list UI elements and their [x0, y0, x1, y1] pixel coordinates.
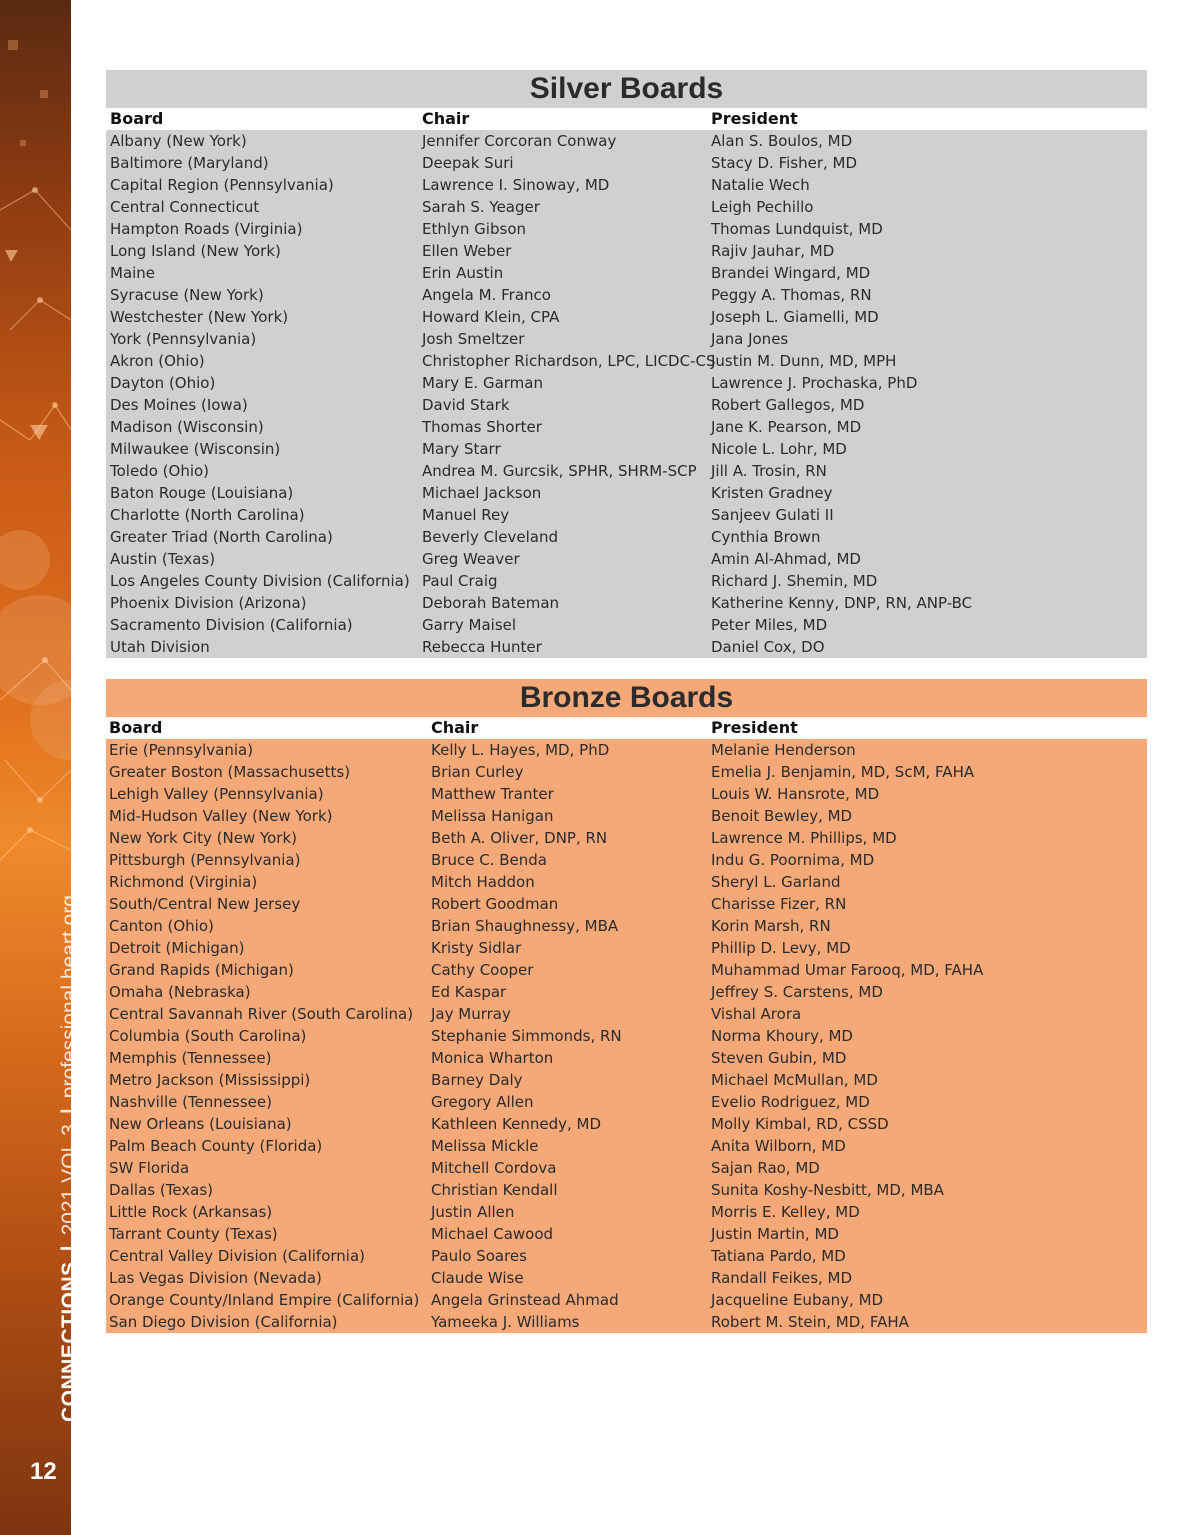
table-row [106, 915, 1147, 937]
header-chair: Chair [431, 718, 479, 737]
president-name: Vishal Arora [711, 1005, 802, 1023]
table-row [106, 438, 1147, 460]
board-name: Long Island (New York) [110, 242, 281, 260]
table-row [106, 893, 1147, 915]
chair-name: Ellen Weber [422, 242, 512, 260]
president-name: Robert M. Stein, MD, FAHA [711, 1313, 909, 1331]
president-name: Jill A. Trosin, RN [711, 462, 827, 480]
chair-name: Melissa Mickle [431, 1137, 539, 1155]
chair-name: Kristy Sidlar [431, 939, 522, 957]
president-name: Peter Miles, MD [711, 616, 828, 634]
chair-name: Deborah Bateman [422, 594, 560, 612]
chair-name: Angela Grinstead Ahmad [431, 1291, 619, 1309]
president-name: Jeffrey S. Carstens, MD [711, 983, 883, 1001]
table-row [106, 1135, 1147, 1157]
table-row [106, 262, 1147, 284]
table-row [106, 174, 1147, 196]
sidebar-vertical-text [58, 895, 82, 1422]
board-name: Capital Region (Pennsylvania) [110, 176, 334, 194]
president-name: Melanie Henderson [711, 741, 856, 759]
chair-name: Mitchell Cordova [431, 1159, 557, 1177]
chair-name: Mary E. Garman [422, 374, 543, 392]
table-row [106, 1003, 1147, 1025]
president-name: Joseph L. Giamelli, MD [711, 308, 879, 326]
publication-name: CONNECTIONS [58, 1261, 81, 1422]
president-name: Lawrence J. Prochaska, PhD [711, 374, 918, 392]
president-name: Louis W. Hansrote, MD [711, 785, 880, 803]
president-name: Steven Gubin, MD [711, 1049, 847, 1067]
table-row [106, 1047, 1147, 1069]
page-number: 12 [30, 1458, 57, 1485]
board-name: Utah Division [110, 638, 210, 656]
chair-name: Mary Starr [422, 440, 501, 458]
president-name: Cynthia Brown [711, 528, 821, 546]
president-name: Evelio Rodriguez, MD [711, 1093, 870, 1111]
president-name: Richard J. Shemin, MD [711, 572, 878, 590]
header-board: Board [110, 109, 164, 128]
chair-name: Erin Austin [422, 264, 504, 282]
table-row [106, 1289, 1147, 1311]
board-name: Little Rock (Arkansas) [109, 1203, 273, 1221]
table-row [106, 570, 1147, 592]
chair-name: Bruce C. Benda [431, 851, 547, 869]
chair-name: Garry Maisel [422, 616, 517, 634]
president-name: Kristen Gradney [711, 484, 833, 502]
board-name: Greater Boston (Massachusetts) [109, 763, 351, 781]
table-row [106, 328, 1147, 350]
table-row [106, 761, 1147, 783]
board-name: Grand Rapids (Michigan) [109, 961, 294, 979]
header-board: Board [109, 718, 163, 737]
president-name: Amin Al-Ahmad, MD [711, 550, 861, 568]
table-row [106, 372, 1147, 394]
president-name: Sunita Koshy-Nesbitt, MD, MBA [711, 1181, 944, 1199]
table-row [106, 849, 1147, 871]
board-name: Akron (Ohio) [110, 352, 205, 370]
board-name: Dayton (Ohio) [110, 374, 216, 392]
board-name: Syracuse (New York) [110, 286, 264, 304]
table-row [106, 482, 1147, 504]
board-name: Central Valley Division (California) [109, 1247, 366, 1265]
board-name: Canton (Ohio) [109, 917, 214, 935]
president-name: Anita Wilborn, MD [711, 1137, 846, 1155]
president-name: Nicole L. Lohr, MD [711, 440, 847, 458]
table-row [106, 548, 1147, 570]
chair-name: Howard Klein, CPA [422, 308, 560, 326]
table-row [106, 306, 1147, 328]
chair-name: Angela M. Franco [422, 286, 551, 304]
table-row [106, 959, 1147, 981]
table-row [106, 1069, 1147, 1091]
board-name: Greater Triad (North Carolina) [110, 528, 333, 546]
board-name: York (Pennsylvania) [110, 330, 257, 348]
table-row [106, 350, 1147, 372]
president-name: Tatiana Pardo, MD [711, 1247, 846, 1265]
chair-name: Greg Weaver [422, 550, 520, 568]
president-name: Robert Gallegos, MD [711, 396, 865, 414]
president-name: Justin Martin, MD [711, 1225, 839, 1243]
header-president: President [711, 109, 798, 128]
table-row [106, 416, 1147, 438]
board-name: Los Angeles County Division (California) [110, 572, 410, 590]
president-name: Brandei Wingard, MD [711, 264, 871, 282]
bronze-table-body [106, 739, 1147, 1333]
chair-name: Jennifer Corcoran Conway [422, 132, 617, 150]
president-name: Thomas Lundquist, MD [711, 220, 883, 238]
chair-name: Stephanie Simmonds, RN [431, 1027, 622, 1045]
president-name: Sheryl L. Garland [711, 873, 841, 891]
board-name: Central Connecticut [110, 198, 260, 216]
chair-name: Manuel Rey [422, 506, 510, 524]
board-name: San Diego Division (California) [109, 1313, 338, 1331]
board-name: Pittsburgh (Pennsylvania) [109, 851, 301, 869]
board-name: Memphis (Tennessee) [109, 1049, 272, 1067]
table-row [106, 526, 1147, 548]
board-name: Austin (Texas) [110, 550, 216, 568]
chair-name: Gregory Allen [431, 1093, 534, 1111]
board-name: Hampton Roads (Virginia) [110, 220, 303, 238]
table-row [106, 240, 1147, 262]
chair-name: Andrea M. Gurcsik, SPHR, SHRM-SCP [422, 462, 697, 480]
chair-name: Justin Allen [431, 1203, 515, 1221]
president-name: Peggy A. Thomas, RN [711, 286, 872, 304]
board-name: Sacramento Division (California) [110, 616, 353, 634]
table-row [106, 614, 1147, 636]
table-row [106, 805, 1147, 827]
table-row [106, 1025, 1147, 1047]
board-name: Charlotte (North Carolina) [110, 506, 305, 524]
table-row [106, 460, 1147, 482]
board-name: Las Vegas Division (Nevada) [109, 1269, 322, 1287]
chair-name: Monica Wharton [431, 1049, 554, 1067]
board-name: Mid-Hudson Valley (New York) [109, 807, 333, 825]
board-name: Lehigh Valley (Pennsylvania) [109, 785, 324, 803]
chair-name: Beth A. Oliver, DNP, RN [431, 829, 608, 847]
silver-boards-section [106, 70, 1147, 658]
section-title: Silver Boards [106, 70, 1147, 108]
chair-name: Josh Smeltzer [422, 330, 525, 348]
president-name: Leigh Pechillo [711, 198, 814, 216]
table-row [106, 1157, 1147, 1179]
chair-name: Kelly L. Hayes, MD, PhD [431, 741, 610, 759]
chair-name: Brian Curley [431, 763, 524, 781]
chair-name: Robert Goodman [431, 895, 559, 913]
chair-name: Jay Murray [431, 1005, 511, 1023]
chair-name: Ethlyn Gibson [422, 220, 526, 238]
table-row [106, 1267, 1147, 1289]
board-name: Madison (Wisconsin) [110, 418, 264, 436]
table-row [106, 1223, 1147, 1245]
table-row [106, 284, 1147, 306]
table-row [106, 739, 1147, 761]
president-name: Daniel Cox, DO [711, 638, 825, 656]
table-row [106, 1201, 1147, 1223]
section-title: Bronze Boards [106, 679, 1147, 717]
board-name: Baltimore (Maryland) [110, 154, 269, 172]
table-header [106, 108, 1147, 130]
president-name: Emelia J. Benjamin, MD, ScM, FAHA [711, 763, 975, 781]
president-name: Sajan Rao, MD [711, 1159, 820, 1177]
table-row [106, 871, 1147, 893]
chair-name: Rebecca Hunter [422, 638, 542, 656]
president-name: Justin M. Dunn, MD, MPH [711, 352, 897, 370]
chair-name: Michael Jackson [422, 484, 542, 502]
president-name: Benoit Bewley, MD [711, 807, 853, 825]
header-chair: Chair [422, 109, 470, 128]
chair-name: Sarah S. Yeager [422, 198, 540, 216]
chair-name: Thomas Shorter [422, 418, 542, 436]
board-name: Toledo (Ohio) [110, 462, 210, 480]
president-name: Muhammad Umar Farooq, MD, FAHA [711, 961, 984, 979]
board-name: Omaha (Nebraska) [109, 983, 251, 1001]
table-row [106, 1245, 1147, 1267]
president-name: Katherine Kenny, DNP, RN, ANP-BC [711, 594, 973, 612]
president-name: Stacy D. Fisher, MD [711, 154, 858, 172]
chair-name: Beverly Cleveland [422, 528, 558, 546]
board-name: Columbia (South Carolina) [109, 1027, 307, 1045]
chair-name: Paulo Soares [431, 1247, 527, 1265]
president-name: Michael McMullan, MD [711, 1071, 878, 1089]
president-name: Rajiv Jauhar, MD [711, 242, 835, 260]
president-name: Molly Kimbal, RD, CSSD [711, 1115, 889, 1133]
chair-name: Cathy Cooper [431, 961, 534, 979]
president-name: Korin Marsh, RN [711, 917, 831, 935]
chair-name: Melissa Hanigan [431, 807, 554, 825]
table-row [106, 636, 1147, 658]
chair-name: Matthew Tranter [431, 785, 554, 803]
president-name: Natalie Wech [711, 176, 810, 194]
table-row [106, 1311, 1147, 1333]
issue-label: 2021 VOL 3 [58, 1124, 81, 1236]
president-name: Randall Feikes, MD [711, 1269, 853, 1287]
board-name: Central Savannah River (South Carolina) [109, 1005, 414, 1023]
president-name: Jacqueline Eubany, MD [711, 1291, 884, 1309]
table-row [106, 937, 1147, 959]
website-link[interactable]: professional.heart.org [58, 895, 81, 1099]
table-row [106, 152, 1147, 174]
chair-name: Ed Kaspar [431, 983, 507, 1001]
board-name: Orange County/Inland Empire (California) [109, 1291, 420, 1309]
chair-name: Christopher Richardson, LPC, LICDC-CS [422, 352, 716, 370]
president-name: Lawrence M. Phillips, MD [711, 829, 897, 847]
board-name: New York City (New York) [109, 829, 298, 847]
table-row [106, 981, 1147, 1003]
board-name: Tarrant County (Texas) [109, 1225, 278, 1243]
table-row [106, 130, 1147, 152]
board-name: Des Moines (Iowa) [110, 396, 248, 414]
bronze-boards-section [106, 679, 1147, 1333]
chair-name: Brian Shaughnessy, MBA [431, 917, 619, 935]
board-name: Nashville (Tennessee) [109, 1093, 272, 1111]
board-name: Palm Beach County (Florida) [109, 1137, 323, 1155]
header-president: President [711, 718, 798, 737]
table-row [106, 196, 1147, 218]
board-name: Albany (New York) [110, 132, 247, 150]
chair-name: Paul Craig [422, 572, 498, 590]
board-name: Baton Rouge (Louisiana) [110, 484, 294, 502]
chair-name: Claude Wise [431, 1269, 524, 1287]
table-row [106, 1091, 1147, 1113]
table-row [106, 827, 1147, 849]
president-name: Jane K. Pearson, MD [711, 418, 862, 436]
table-row [106, 592, 1147, 614]
table-header [106, 717, 1147, 739]
chair-name: Kathleen Kennedy, MD [431, 1115, 602, 1133]
table-row [106, 394, 1147, 416]
table-row [106, 783, 1147, 805]
silver-table-body [106, 130, 1147, 658]
president-name: Jana Jones [711, 330, 789, 348]
chair-name: Michael Cawood [431, 1225, 554, 1243]
chair-name: Christian Kendall [431, 1181, 558, 1199]
president-name: Morris E. Kelley, MD [711, 1203, 860, 1221]
table-row [106, 504, 1147, 526]
president-name: Indu G. Poornima, MD [711, 851, 875, 869]
table-row [106, 218, 1147, 240]
board-name: Maine [110, 264, 156, 282]
president-name: Alan S. Boulos, MD [711, 132, 853, 150]
board-name: New Orleans (Louisiana) [109, 1115, 292, 1133]
board-name: Phoenix Division (Arizona) [110, 594, 307, 612]
board-name: Milwaukee (Wisconsin) [110, 440, 281, 458]
board-name: Metro Jackson (Mississippi) [109, 1071, 311, 1089]
president-name: Phillip D. Levy, MD [711, 939, 851, 957]
board-name: Richmond (Virginia) [109, 873, 258, 891]
board-name: Erie (Pennsylvania) [109, 741, 254, 759]
chair-name: Yameeka J. Williams [431, 1313, 580, 1331]
board-name: SW Florida [109, 1159, 190, 1177]
sidebar-banner [0, 0, 81, 1535]
chair-name: David Stark [422, 396, 510, 414]
chair-name: Mitch Haddon [431, 873, 535, 891]
board-name: South/Central New Jersey [109, 895, 301, 913]
chair-name: Barney Daly [431, 1071, 523, 1089]
table-row [106, 1179, 1147, 1201]
president-name: Sanjeev Gulati II [711, 506, 834, 524]
board-name: Westchester (New York) [110, 308, 289, 326]
separator: | [58, 1245, 81, 1252]
separator: | [58, 1108, 81, 1115]
president-name: Charisse Fizer, RN [711, 895, 847, 913]
president-name: Norma Khoury, MD [711, 1027, 853, 1045]
table-row [106, 1113, 1147, 1135]
board-name: Dallas (Texas) [109, 1181, 214, 1199]
chair-name: Deepak Suri [422, 154, 514, 172]
chair-name: Lawrence I. Sinoway, MD [422, 176, 610, 194]
board-name: Detroit (Michigan) [109, 939, 245, 957]
